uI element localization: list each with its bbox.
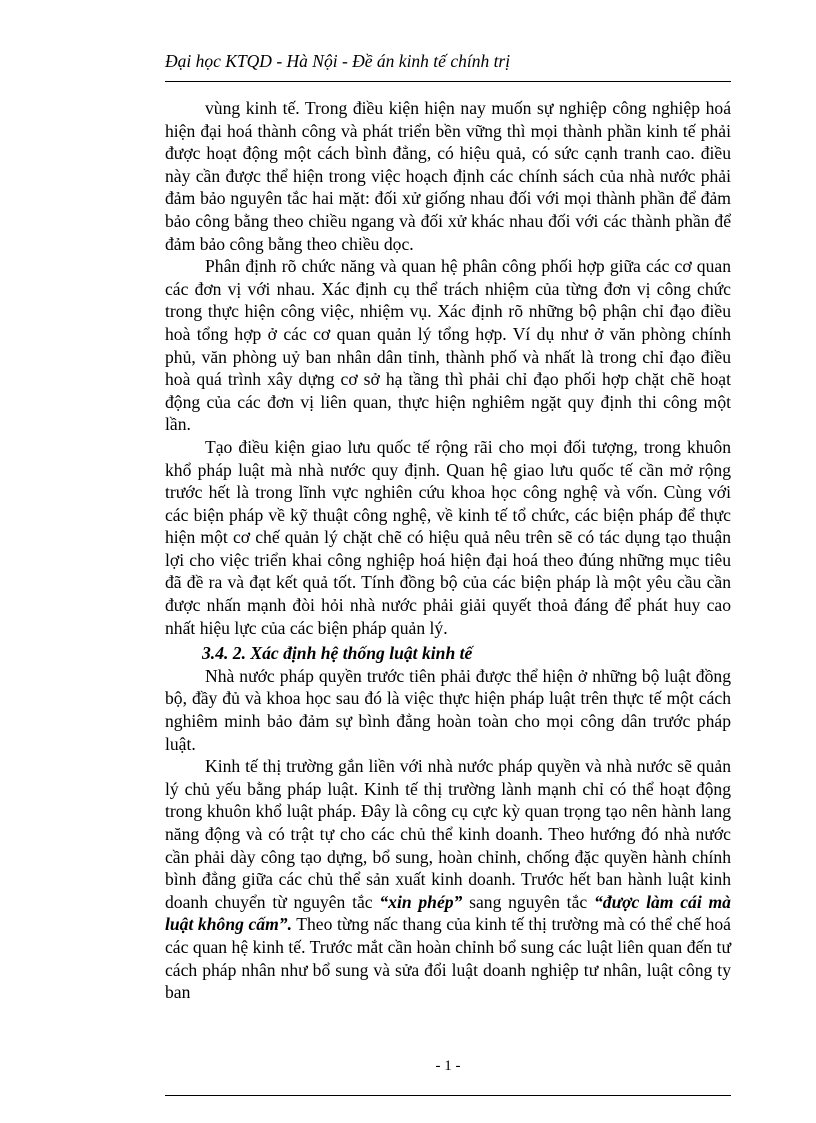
header-divider bbox=[165, 81, 731, 82]
document-body bbox=[165, 97, 731, 1004]
paragraph-5-text-1: Kinh tế thị trường gắn liền với nhà nước pháp quyền và nhà nước sẽ quản lý chủ yếu bằng pháp luật. Kinh tế thị trường lành mạnh chỉ có thể hoạt động trong khuôn khổ luật pháp. Đây là công cụ cực kỳ quan trọng tạo nên hành lang năng động và có trật tự cho các chủ thể kinh doanh. Theo hướng đó nhà nước cần phải dày công tạo dựng, bổ sung, hoàn chỉnh, chống đặc quyền hành chính bình đẳng giữa các chủ thể sản xuất kinh doanh. Trước hết ban hành luật kinh doanh chuyển từ nguyên tắc bbox=[165, 756, 731, 912]
paragraph-5-text-3: Theo từng nấc thang của kinh tế thị trường mà có thể chế hoá các quan hệ kinh tế. Trước mắt cần hoàn chỉnh bổ sung các luật liên quan đến tư cách pháp nhân như bổ sung và sửa đổi luật doanh nghiệp tư nhân, luật công ty ban bbox=[165, 914, 731, 1003]
paragraph-5 bbox=[165, 755, 731, 1004]
paragraph-1: vùng kinh tế. Trong điều kiện hiện nay muốn sự nghiệp công nghiệp hoá hiện đại hoá thành công và phát triển bền vững thì mọi thành phần kinh tế phải được hoạt động một cách bình đẳng, có hiệu quả, có sức cạnh tranh cao. điều này cần được thể hiện trong việc hoạch định các chính sách của nhà nước phải đảm bảo nguyên tắc hai mặt: đối xử giống nhau đối với mọi thành phần để đảm bảo công bằng theo chiều ngang và đối xử khác nhau đối với các thành phần để đảm bảo công bằng theo chiều dọc. bbox=[165, 98, 731, 254]
page-number: - 1 - bbox=[435, 1058, 461, 1074]
paragraph-2: Phân định rõ chức năng và quan hệ phân công phối hợp giữa các cơ quan các đơn vị với nhau. Xác định cụ thể trách nhiệm của từng đơn vị công chức trong thực hiện công việc, nhiệm vụ. Xác định rõ những bộ phận chỉ đạo điều hoà tổng hợp ở các cơ quan quản lý tổng hợp. Ví dụ như ở văn phòng chính phủ, văn phòng uỷ ban nhân dân tỉnh, thành phố và nhất là trong chỉ đạo điều hoà quá trình xây dựng cơ sở hạ tầng thì phải chỉ đạo phối hợp chặt chẽ hoạt động của các đơn vị liên quan, thực hiện nghiêm ngặt quy định thi công một lần. bbox=[165, 256, 731, 435]
page-header: Đại học KTQD - Hà Nội - Đề án kinh tế chính trị bbox=[165, 51, 511, 71]
section-heading: 3.4. 2. Xác định hệ thống luật kinh tế bbox=[202, 643, 473, 664]
paragraph-5-emphasis-1: “xin phép” bbox=[379, 891, 463, 912]
paragraph-3: Tạo điều kiện giao lưu quốc tế rộng rãi cho mọi đối tượng, trong khuôn khổ pháp luật mà nhà nước quy định. Quan hệ giao lưu quốc tế cần mở rộng trước hết là trong lĩnh vực nghiên cứu khoa học công nghệ và vốn. Cùng với các biện pháp về kỹ thuật công nghệ, về kinh tế tổ chức, các biện pháp để thực hiện một cơ chế quản lý chặt chẽ có hiệu quả nêu trên sẽ có tác dụng tạo thuận lợi cho việc triển khai công nghiệp hoá hiện đại hoá theo đúng những mục tiêu đã đề ra và đạt kết quả tốt. Tính đồng bộ của các biện pháp là một yêu cầu cần được nhấn mạnh đòi hỏi nhà nước phải giải quyết thoả đáng để phát huy cao nhất hiệu lực của các biện pháp quản lý. bbox=[165, 436, 731, 638]
paragraph-5-emphasis-2: “được làm cái mà luật không cấm”. bbox=[165, 891, 731, 935]
footer-divider bbox=[165, 1095, 731, 1096]
paragraph-5-text-2: sang nguyên tắc bbox=[462, 891, 594, 912]
paragraph-4: Nhà nước pháp quyền trước tiên phải được thể hiện ở những bộ luật đồng bộ, đầy đủ và khoa học sau đó là việc thực hiện pháp luật trên thực tế một cách nghiêm minh bảo đảm sự bình đẳng hoàn toàn cho mọi công dân trước pháp luật. bbox=[165, 665, 731, 754]
